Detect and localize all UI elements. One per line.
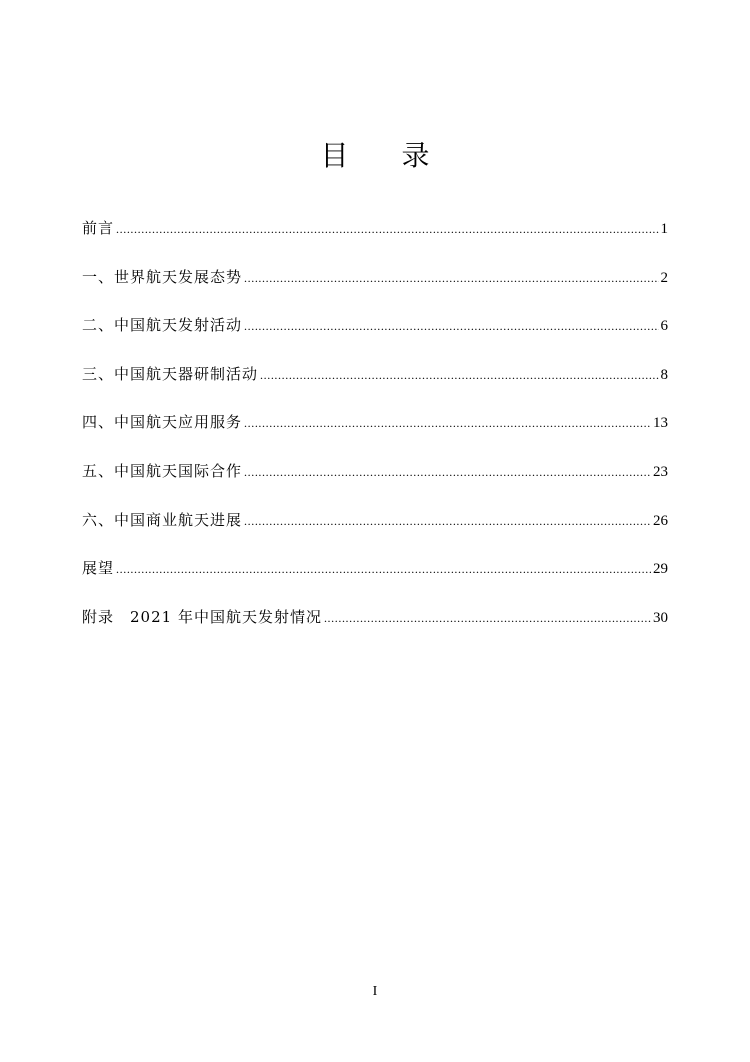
toc-entry-spacecraft-development[interactable] [82, 362, 668, 411]
toc-entry-label: 二、中国航天发射活动 [82, 316, 243, 335]
toc-leader-dots [324, 606, 651, 630]
toc-entry-label: 一、世界航天发展态势 [82, 267, 243, 286]
toc-entry-commercial-space[interactable] [82, 508, 668, 557]
toc-entry-label: 附录 2021 年中国航天发射情况 [82, 607, 322, 626]
toc-entry-page: 26 [653, 512, 668, 529]
toc-entry-world-trends[interactable] [82, 265, 668, 314]
toc-leader-dots [260, 363, 658, 387]
page-title: 目 录 [320, 139, 452, 172]
toc-leader-dots [244, 314, 658, 338]
toc-leader-dots [116, 557, 651, 581]
page-number: I [372, 984, 378, 999]
toc-entry-label: 六、中国商业航天进展 [82, 510, 243, 529]
toc-entry-application-services[interactable] [82, 410, 668, 459]
toc-entry-page: 6 [660, 318, 668, 335]
toc-entry-label: 前言 [82, 219, 115, 237]
toc-entry-appendix[interactable] [82, 605, 668, 654]
toc-entry-page: 1 [660, 221, 668, 237]
toc-entry-label: 五、中国航天国际合作 [82, 461, 243, 480]
toc-entry-international-cooperation[interactable] [82, 459, 668, 508]
toc-leader-dots [244, 266, 658, 290]
table-of-contents [82, 216, 668, 653]
toc-leader-dots [244, 411, 651, 435]
toc-entry-launch-activities[interactable] [82, 313, 668, 362]
toc-leader-dots [244, 460, 651, 484]
toc-entry-page: 8 [660, 366, 668, 383]
toc-entry-label: 展望 [82, 559, 115, 578]
toc-entry-page: 2 [660, 269, 668, 286]
toc-leader-dots [116, 217, 658, 241]
toc-entry-preface[interactable] [82, 216, 668, 265]
toc-entry-label: 四、中国航天应用服务 [82, 413, 243, 432]
toc-entry-outlook[interactable] [82, 556, 668, 605]
toc-leader-dots [244, 509, 651, 533]
toc-entry-page: 30 [653, 609, 668, 626]
toc-entry-page: 29 [653, 561, 668, 578]
toc-entry-label: 三、中国航天器研制活动 [82, 364, 259, 383]
toc-entry-page: 13 [653, 415, 668, 432]
toc-entry-page: 23 [653, 463, 668, 480]
